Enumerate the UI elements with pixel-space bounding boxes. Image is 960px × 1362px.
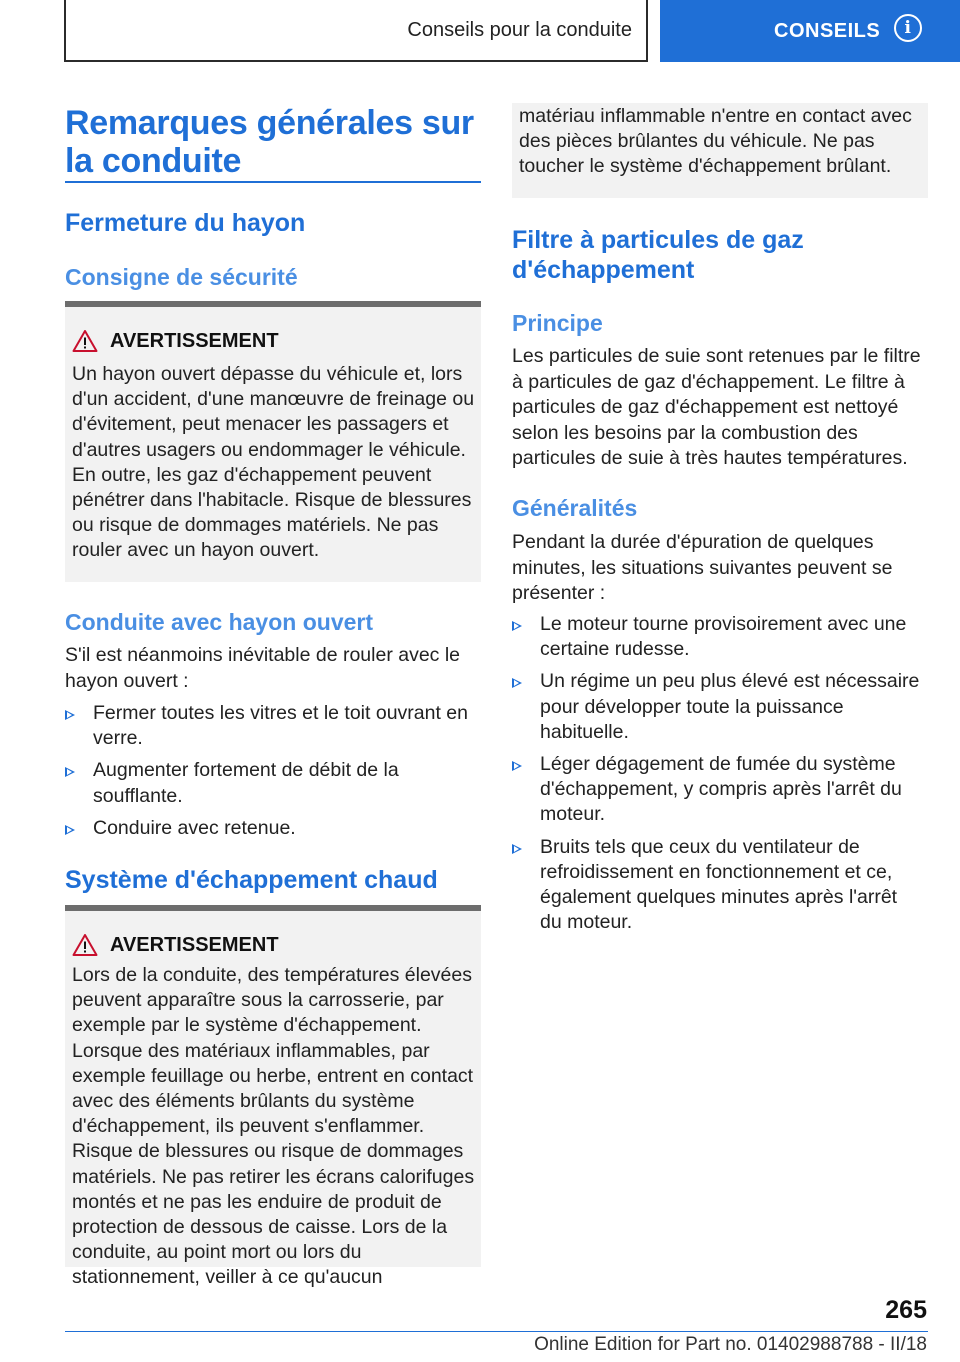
warning-box-exhaust	[65, 905, 481, 1289]
section-heading-exhaust: Système d'échappement chaud	[65, 866, 438, 894]
bullet-triangle-icon	[512, 844, 522, 854]
warning-triangle-icon	[72, 329, 98, 353]
list-item: Le moteur tourne provisoirement avec une certaine rudesse.	[512, 612, 922, 662]
warning-triangle-icon	[72, 933, 98, 957]
bullet-triangle-icon	[512, 761, 522, 771]
info-icon: i	[894, 14, 922, 42]
title-divider	[65, 181, 481, 183]
list-item: Bruits tels que ceux du ventilateur de refroidissement en fonctionnement et ce, également quelques minutes après l'arrêt du moteur.	[512, 835, 922, 936]
section-heading-hatch: Fermeture du hayon	[65, 209, 306, 237]
list-item: Conduire avec retenue.	[65, 816, 475, 841]
list-item: Un régime un peu plus élevé est nécessaire pour développer toute la puissance habituelle.	[512, 669, 922, 745]
bullet-triangle-icon	[65, 710, 75, 720]
footer-divider	[65, 1331, 928, 1332]
chapter-label: CONSEILS	[774, 19, 881, 42]
subheading-safety: Consigne de sécurité	[65, 264, 298, 290]
list-item: Augmenter fortement de débit de la soufflante.	[65, 758, 475, 808]
subheading-open-hatch: Conduite avec hayon ouvert	[65, 609, 374, 635]
bullet-triangle-icon	[65, 767, 75, 777]
page-title: Remarques générales sur la conduite	[65, 104, 474, 180]
warning-heading	[65, 933, 279, 957]
subheading-general: Généralités	[512, 495, 638, 521]
general-intro: Pendant la durée d'épuration de quelques minutes, les situations suivantes peuvent se présenter :	[512, 531, 893, 604]
chapter-tab[interactable]	[660, 0, 960, 62]
warning-bar	[65, 905, 481, 911]
warning-text: Un hayon ouvert dépasse du véhicule et, lors d'un accident, d'une manœuvre de freinage ou d'évitement, peut menacer les passagers et d'autres usagers ou endommager le véhicule. En outre, les gaz d'échappement peuvent pénétrer dans l'habitacle. Risque de blessures ou risque de dommages matériels. Ne pas rouler avec un hayon ouvert.	[72, 363, 475, 562]
list-item: Fermer toutes les vitres et le toit ouvrant en verre.	[65, 701, 475, 751]
warning-box-hatch	[65, 301, 481, 582]
warning-heading	[65, 329, 279, 353]
edition-note: Online Edition for Part no. 01402988788 - II/18	[534, 1334, 927, 1355]
section-title: Conseils pour la conduite	[407, 18, 632, 41]
running-header	[64, 0, 648, 62]
warning-label: AVERTISSEMENT	[110, 933, 279, 956]
subheading-principle: Principe	[512, 310, 603, 336]
bullet-triangle-icon	[512, 678, 522, 688]
bullet-triangle-icon	[65, 825, 75, 835]
page-number: 265	[885, 1296, 927, 1324]
open-hatch-intro: S'il est néanmoins inévitable de rouler avec le hayon ouvert :	[65, 644, 461, 692]
principle-text: Les particules de suie sont retenues par le filtre à particules de gaz d'échappement. Le filtre à particules de gaz d'échappement est nettoyé selon les besoins par la combustion des particules de suie à très hautes températures.	[512, 345, 921, 469]
list-item: Léger dégagement de fumée du système d'échappement, y compris après l'arrêt du moteur.	[512, 752, 922, 828]
bullet-triangle-icon	[512, 621, 522, 631]
warning-bar	[65, 301, 481, 307]
section-heading-filter: Filtre à particules de gaz d'échappement	[512, 226, 804, 284]
warning-text: Lors de la conduite, des températures élevées peuvent apparaître sous la carrosserie, par exemple par le système d'échappement. Lorsque des matériaux inflammables, par exemple feuillage ou herbe, entrent en contact avec des éléments brûlants du système d'échappement, ils peuvent s'enflammer. Risque de blessures ou risque de dommages matériels. Ne pas retirer les écrans calorifuges montés et ne pas les enduire de produit de protection de dessous de caisse. Lors de la conduite, au point mort ou lors du stationnement, veiller à ce qu'aucun	[72, 964, 475, 1289]
open-hatch-list	[65, 701, 475, 841]
general-list	[512, 612, 922, 935]
warning-text-continued: matériau inflammable n'entre en contact avec des pièces brûlantes du véhicule. Ne pas toucher le système d'échappement brûlant.	[519, 105, 912, 178]
warning-box-exhaust-continued	[512, 103, 928, 198]
warning-label: AVERTISSEMENT	[110, 329, 279, 352]
